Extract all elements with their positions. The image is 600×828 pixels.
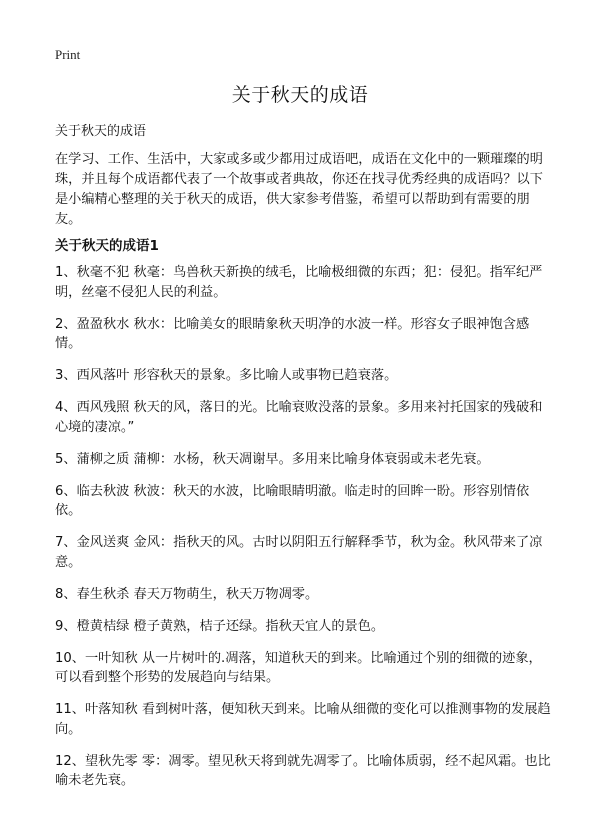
- intro-paragraph: 在学习、工作、生活中，大家或多或少都用过成语吧，成语在文化中的一颗璀璨的明珠，并且每个成语都代表了一个故事或者典故，你还在找寻优秀经典的成语吗？以下是小编精心整理的关于秋天的成语，供大家参考借鉴，希望可以帮助到有需要的朋友。: [55, 152, 543, 227]
- idiom-entry-7: 7、金风送爽 金风：指秋天的风。古时以阴阳五行解释季节，秋为金。秋风带来了凉意。: [55, 535, 543, 570]
- idiom-entry-4: 4、西风残照 秋天的风，落日的光。比喻衰败没落的景象。多用来衬托国家的残破和心境的凄凉。”: [55, 400, 543, 435]
- idiom-entry-9: 9、橙黄桔绿 橙子黄熟，桔子还绿。指秋天宜人的景色。: [55, 618, 385, 634]
- idiom-entry-5: 5、蒲柳之质 蒲柳：水杨，秋天凋谢早。多用来比喻身体衰弱或未老先衰。: [55, 451, 490, 467]
- section-heading: 关于秋天的成语1: [55, 238, 159, 254]
- idiom-entry-6: 6、临去秋波 秋波：秋天的水波，比喻眼睛明澈。临走时的回眸一盼。形容别情依依。: [55, 483, 530, 518]
- idiom-entry-3: 3、西风落叶 形容秋天的景象。多比喻人或事物已趋衰落。: [55, 368, 398, 383]
- idiom-entry-11: 11、叶落知秋 看到树叶落，便知秋天到来。比喻从细微的变化可以推测事物的发展趋向。: [55, 702, 551, 737]
- print-link[interactable]: Print: [55, 47, 81, 62]
- idiom-entry-1: 1、秋毫不犯 秋毫：鸟兽秋天新换的绒毛，比喻极细微的东西；犯：侵犯。指军纪严明，丝毫不侵犯人民的利益。: [55, 265, 543, 300]
- idiom-list: [55, 263, 553, 803]
- document-title: 关于秋天的成语: [231, 84, 369, 106]
- idiom-entry-12: 12、望秋先零 零：凋零。望见秋天将到就先凋零了。比喻体质弱，经不起风霜。也比喻未老先衰。: [55, 753, 551, 788]
- idiom-entry-10: 10、一叶知秋 从一片树叶的.凋落，知道秋天的到来。比喻通过个别的细微的迹象，可以看到整个形势的发展趋向与结果。: [55, 650, 542, 685]
- idiom-entry-2: 2、盈盈秋水 秋水：比喻美女的眼睛象秋天明净的水波一样。形容女子眼神饱含感情。: [55, 316, 530, 351]
- idiom-entry-8: 8、春生秋杀 春天万物萌生，秋天万物凋零。: [55, 586, 319, 602]
- document-subtitle: 关于秋天的成语: [55, 124, 147, 139]
